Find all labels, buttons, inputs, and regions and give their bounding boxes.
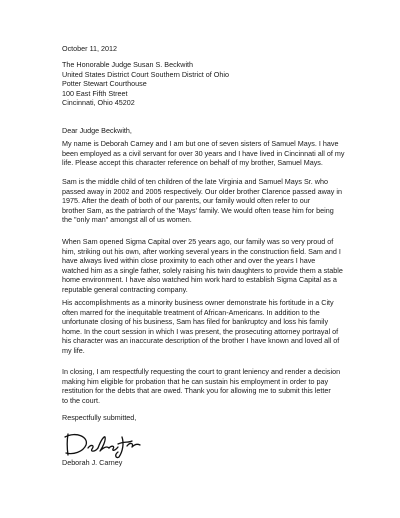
paragraph-accomplishments [62, 298, 362, 356]
date-line: October 11, 2012 [62, 44, 118, 53]
signer-name [62, 458, 362, 468]
paragraph-line: reputable general contracting company. [62, 284, 188, 294]
recipient-city: Cincinnati, Ohio 45202 [62, 98, 135, 108]
closing [62, 413, 362, 423]
recipient-court: United States District Court Southern District of Ohio [62, 69, 229, 79]
paragraph-line: My name is Deborah Carney and I am but one of seven sisters of Samuel Mays. I have [62, 139, 339, 148]
paragraph-line: have always lived within close proximity to each other and over the years I have [62, 256, 316, 266]
paragraph-line: His accomplishments as a minority business owner demonstrate his fortitude in a City [62, 298, 334, 307]
recipient-name: The Honorable Judge Susan S. Beckwith [62, 60, 194, 69]
paragraph-line: his character was an inaccurate description of the brother I have known and loved all of [62, 336, 340, 346]
paragraph-closing-request [62, 367, 362, 405]
paragraph-line: life. Please accept this character reference on behalf of my brother, Samuel Mays. [62, 158, 323, 168]
handwritten-signature [62, 428, 144, 460]
paragraph-line: When Sam opened Sigma Capital over 25 years ago, our family was so very proud of [62, 237, 334, 246]
paragraph-line: watched him as a single father, solely raising his twin daughters to provide them a stable [62, 265, 343, 275]
recipient-courthouse: Potter Stewart Courthouse [62, 79, 147, 89]
recipient-address [62, 60, 362, 108]
letter-date [62, 44, 362, 54]
paragraph-line: passed away in 2002 and 2005 respectively. Our older brother Clarence passed away in [62, 186, 342, 196]
paragraph-line: unfortunate closing of his business, Sam has filed for bankruptcy and loss his family [62, 317, 329, 327]
paragraph-introduction [62, 139, 362, 168]
paragraph-line: often marred for the inequitable treatment of African-Americans. In addition to the [62, 307, 320, 317]
paragraph-line: home environment. I have also watched him work hard to establish Sigma Capital as a [62, 275, 337, 285]
paragraph-line: the "only man" amongst all of us women. [62, 215, 192, 225]
signer-line: Deborah J. Carney [62, 458, 123, 467]
paragraph-line: 1975. After the death of both of our parents, our family would often refer to our [62, 196, 311, 206]
recipient-street: 100 East Fifth Street [62, 88, 128, 98]
paragraph-line: to the court. [62, 395, 100, 405]
paragraph-line: my life. [62, 345, 85, 355]
paragraph-line: restitution for the debts that are owed. Thank you for allowing me to submit this letter [62, 386, 331, 396]
closing-line: Respectfully submitted, [62, 413, 137, 422]
paragraph-line: Sam is the middle child of ten children of the late Virginia and Samuel Mays Sr. who [62, 177, 328, 186]
paragraph-line: making him eligible for probation that he can sustain his employment in order to pay [62, 376, 329, 386]
salutation [62, 126, 362, 136]
paragraph-line: been employed as a civil servant for over 30 years and I have lived in Cincinnati all of my [62, 148, 345, 158]
paragraph-line: In closing, I am respectfully requesting the court to grant leniency and render a decision [62, 367, 341, 376]
salutation-line: Dear Judge Beckwith, [62, 126, 132, 135]
paragraph-business [62, 237, 362, 295]
paragraph-line: him, striking out his own, after working several years in the construction field. Sam and I [62, 246, 341, 256]
paragraph-family [62, 177, 362, 225]
paragraph-line: home. In the court session in which I was present, the prosecuting attorney portrayal of [62, 326, 339, 336]
paragraph-line: brother Sam, as the patriarch of the 'Mays' family. We would often tease him for being [62, 205, 334, 215]
